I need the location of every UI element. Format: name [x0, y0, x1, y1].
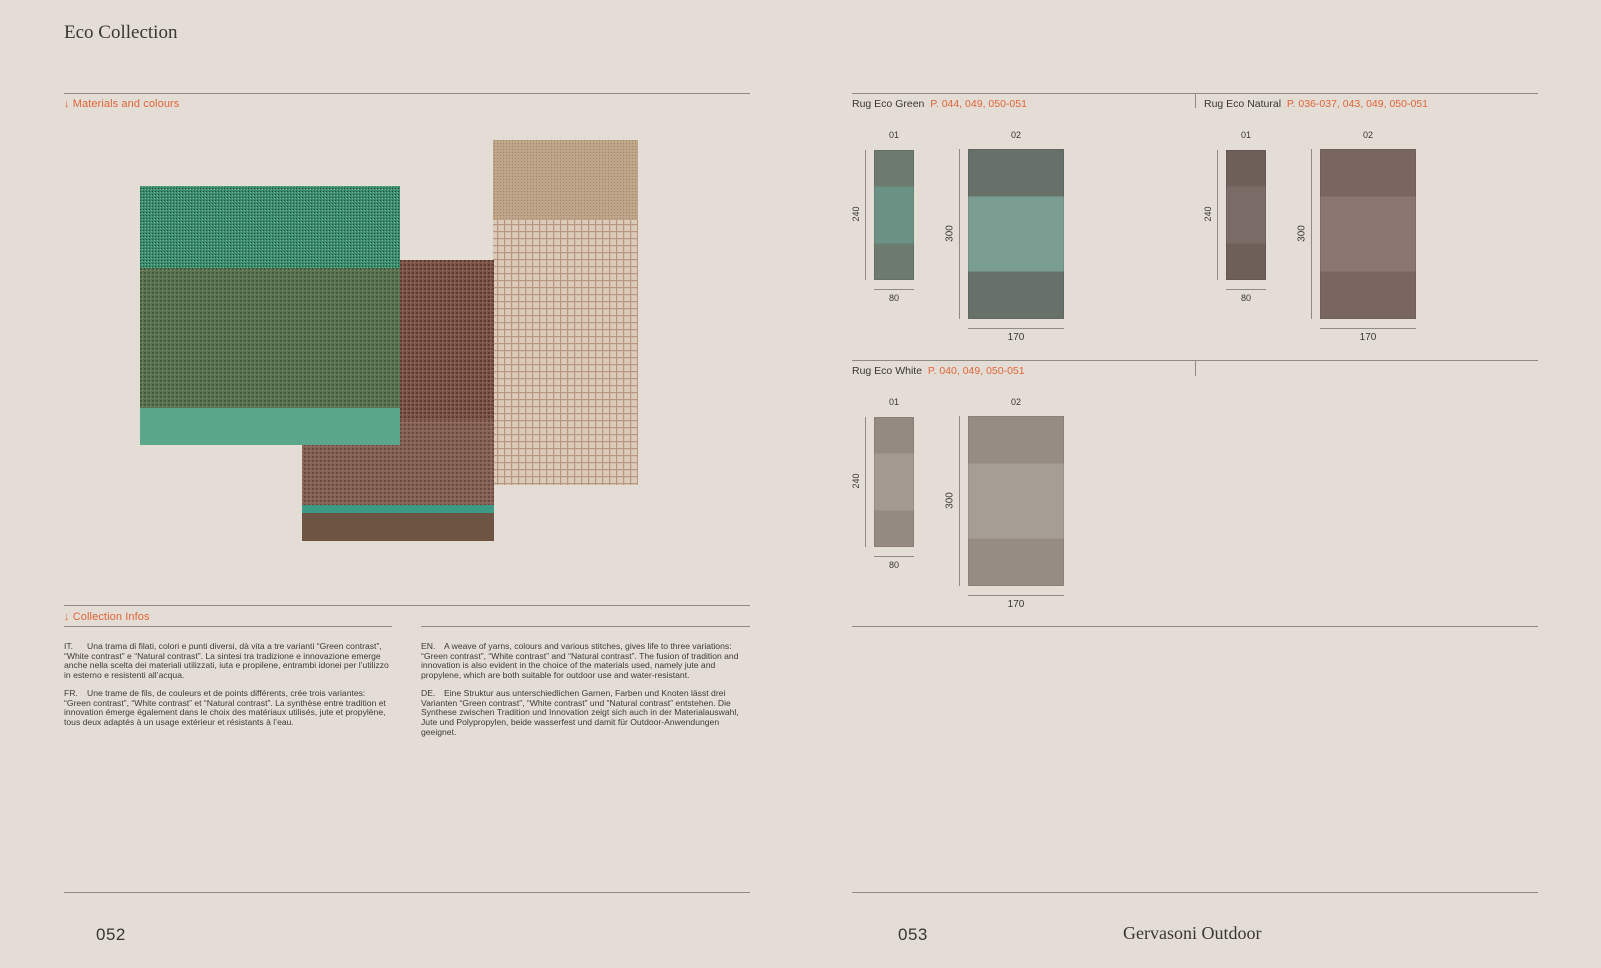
product-header-white — [852, 365, 1025, 377]
text-fr-body: Une trame de fils, de couleurs et de points différents, crée trois variantes: “Green contrast”, “White contrast” et “Natural contrast”. La synthèse entre tradition et innovation émerge également dans le choix des matériaux utilisés, jute et propylène, tous deux adaptés à un usage extérieur et résistants à l’eau. — [64, 687, 386, 727]
text-it-body: Una trama di filati, colori e punti diversi, dà vita a tre varianti “Green contrast”, “White contrast” e “Natural contrast”. La sintesi tra tradizione e innovazione emerge anche nella scelta dei materiali utilizzati, iuta e propilene, entrambi idonei per l’utilizzo in esterno e resistenti all’acqua. — [64, 641, 389, 681]
variant-code: 01 — [1240, 130, 1251, 140]
variant-code: 01 — [888, 130, 899, 140]
width-line — [968, 328, 1064, 329]
width-label: 170 — [1007, 332, 1025, 343]
product-pages: P. 044, 049, 050-051 — [930, 98, 1027, 110]
product-name: Rug Eco Green — [852, 98, 925, 110]
height-line — [1217, 150, 1218, 280]
height-line — [959, 149, 960, 319]
rug-swatch — [1320, 149, 1416, 319]
variant-code: 02 — [1010, 130, 1021, 140]
footer-divider — [852, 892, 1538, 893]
height-line — [1311, 149, 1312, 319]
brand-name: Gervasoni Outdoor — [1123, 923, 1262, 943]
height-line — [865, 150, 866, 280]
divider — [852, 626, 1538, 627]
text-column-right — [421, 642, 751, 745]
width-line — [874, 289, 914, 290]
material-swatches-image — [140, 140, 640, 550]
column-divider — [1195, 93, 1196, 108]
rug-swatch — [874, 417, 914, 547]
product-header-natural — [1204, 98, 1428, 110]
lang-code: IT. — [64, 641, 74, 651]
product-header-green — [852, 98, 1027, 110]
product-name: Rug Eco Natural — [1204, 98, 1282, 110]
variant-code: 02 — [1362, 130, 1373, 140]
height-label: 300 — [944, 225, 956, 242]
footer-divider — [64, 892, 750, 893]
page-title: Eco Collection — [64, 22, 178, 43]
height-line — [959, 416, 960, 586]
width-line — [1226, 289, 1266, 290]
height-label: 240 — [1203, 206, 1213, 222]
width-label: 80 — [1240, 293, 1251, 303]
variant-code: 01 — [888, 397, 899, 407]
column-divider — [1195, 360, 1196, 376]
product-pages: P. 036-037, 043, 049, 050-051 — [1286, 98, 1428, 110]
text-column-left — [64, 642, 392, 736]
variant-code: 02 — [1010, 397, 1021, 407]
height-line — [865, 417, 866, 547]
lang-code: EN. — [421, 641, 436, 651]
page-number-left: 052 — [96, 925, 126, 944]
width-label: 170 — [1359, 332, 1377, 343]
width-label: 80 — [888, 293, 899, 303]
rug-swatch — [968, 416, 1064, 586]
text-fr — [64, 689, 392, 728]
height-label: 240 — [851, 473, 861, 489]
width-line — [968, 595, 1064, 596]
divider — [64, 626, 392, 627]
product-name: Rug Eco White — [852, 365, 923, 377]
height-label: 300 — [1296, 225, 1308, 242]
text-it — [64, 642, 392, 681]
lang-code: DE. — [421, 687, 436, 698]
width-line — [874, 556, 914, 557]
collection-infos-heading: ↓ Collection Infos — [64, 611, 150, 623]
product-pages: P. 040, 049, 050-051 — [927, 365, 1025, 377]
rug-swatch — [874, 150, 914, 280]
width-label: 80 — [888, 560, 899, 570]
height-label: 240 — [851, 206, 861, 222]
page-number-right: 053 — [898, 925, 928, 944]
materials-heading: ↓ Materials and colours — [64, 98, 180, 110]
height-label: 300 — [944, 492, 956, 509]
text-en-body: A weave of yarns, colours and various stitches, gives life to three variations: “Green contrast”, “White contrast” and “Natural contrast”. The fusion of tradition and innovation is also evident in the choice of the materials used, namely jute and propylene, which are both suitable for outdoor use and water-resistant. — [421, 641, 739, 681]
rug-swatch — [1226, 150, 1266, 280]
width-label: 170 — [1007, 599, 1025, 610]
text-en — [421, 642, 751, 681]
text-de — [421, 689, 751, 738]
divider — [64, 605, 750, 606]
divider — [421, 626, 750, 627]
width-line — [1320, 328, 1416, 329]
divider — [64, 93, 750, 94]
text-de-body: Eine Struktur aus unterschiedlichen Garnen, Farben und Knoten lässt drei Varianten “Green contrast”, “White contrast” und “Natural contrast” entstehen. Die Synthese zwischen Tradition und Innovation zeigt sich auch in der Materialauswahl, Jute und Polypropylen, beide wasserfest und damit für Outdoor-Anwendungen geeignet. — [421, 687, 739, 737]
lang-code: FR. — [64, 687, 78, 698]
rug-swatch — [968, 149, 1064, 319]
